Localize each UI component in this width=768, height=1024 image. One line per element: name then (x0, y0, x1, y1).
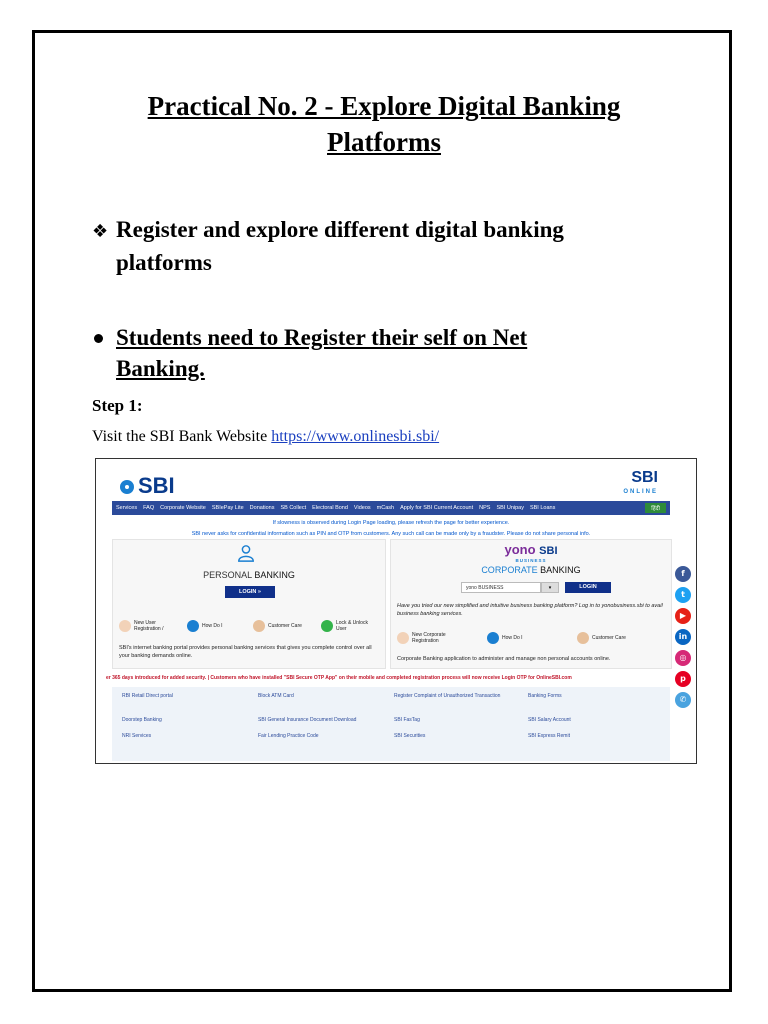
chevron-down-icon[interactable]: ▾ (541, 582, 559, 593)
user-icon (237, 544, 255, 562)
quick-link[interactable]: SBI Express Remit (528, 733, 570, 739)
nav-item[interactable]: FAQ (143, 505, 155, 511)
lock-unlock-link[interactable]: Lock & Unlock User (321, 620, 370, 632)
hindi-toggle[interactable]: हिंदी (645, 503, 666, 513)
nav-item[interactable]: SBI Unipay (496, 505, 524, 511)
customer-care-icon (253, 620, 265, 632)
how-do-i-link[interactable]: How Do I (187, 620, 223, 632)
nav-item[interactable]: mCash (376, 505, 395, 511)
corporate-banking-title: CORPORATE BANKING (481, 565, 581, 575)
personal-banking-title: PERSONAL BANKING (203, 570, 295, 580)
point1-line-2: platforms (116, 250, 212, 275)
nav-item[interactable]: Videos (353, 505, 371, 511)
sbi-page (106, 465, 676, 761)
nav-item[interactable]: SBIePay Lite (211, 505, 244, 511)
visit-text: Visit the SBI Bank Website (92, 428, 272, 445)
customer-care-link[interactable]: Customer Care (253, 620, 302, 632)
new-corporate-registration-link[interactable]: New Corporate Registration (397, 632, 456, 644)
nav-item[interactable]: Donations (249, 505, 275, 511)
yono-business-prompt: Have you tried our new simplified and intuitive business banking platform? Log in to yonobusiness.sbi to avail business banking services. (397, 603, 663, 617)
nav-item[interactable]: Services (116, 505, 138, 511)
twitter-icon[interactable]: t (675, 587, 691, 603)
register-explore-item (92, 214, 692, 278)
platform-select[interactable]: yono BUSINESS (461, 582, 541, 593)
help-icon (187, 620, 199, 632)
visit-instruction (92, 428, 439, 446)
title-line-2: Platforms (327, 127, 441, 157)
sbi-website-screenshot (95, 458, 697, 764)
pinterest-icon[interactable]: p (675, 671, 691, 687)
page-title (60, 88, 708, 160)
customer-care-icon (577, 632, 589, 644)
corporate-banking-description: Corporate Banking application to administer and manage non personal accounts online. (397, 656, 611, 662)
personal-banking-description: SBI's internet banking portal provides personal banking services that gives you complete control over all your banking demands online. (119, 645, 372, 659)
quick-link[interactable]: Doorstep Banking (122, 717, 162, 723)
linkedin-icon[interactable]: in (675, 629, 691, 645)
corporate-login-button[interactable]: LOGIN (565, 582, 611, 593)
sbi-online-sub: ONLINE (623, 489, 658, 495)
nav-item[interactable]: SB Collect (280, 505, 307, 511)
quick-link[interactable]: SBI General Insurance Document Download (258, 717, 357, 723)
new-user-icon (119, 620, 131, 632)
sbi-logo-text: SBI (138, 473, 175, 498)
how-do-i-corporate-link[interactable]: How Do I (487, 632, 523, 644)
point1-line-1: Register and explore different digital banking (116, 217, 564, 242)
sbi-logo-icon (120, 480, 134, 494)
slowness-alert: If slowness is observed during Login Page loading, please refresh the page for better experience. (272, 520, 510, 526)
title-line-1: Practical No. 2 - Explore Digital Banking (147, 91, 621, 121)
fraud-alert: SBI never asks for confidential information such as PIN and OTP from customers. Any such call can be made only by a fraudster. Please do not share personal info. (191, 531, 591, 537)
youtube-icon[interactable]: ▶ (675, 608, 691, 624)
new-corporate-icon (397, 632, 409, 644)
facebook-icon[interactable]: f (675, 566, 691, 582)
sbi-website-link[interactable]: https://www.onlinesbi.sbi/ (271, 428, 440, 445)
news-ticker: er 365 days introduced for added security. | Customers who have installed "SBI Secure OTP App" on their mobile and completed registration process will now receive Login OTP for OnlineSBI.com (106, 673, 676, 684)
nav-item[interactable]: Apply for SBI Current Account (400, 505, 474, 511)
instagram-icon[interactable]: ◎ (675, 650, 691, 666)
net-banking-item (92, 322, 652, 384)
sbi-logo[interactable] (120, 473, 175, 499)
quick-link[interactable]: Fair Lending Practice Code (258, 733, 319, 739)
lock-icon (321, 620, 333, 632)
point2-line-2: Banking. (116, 356, 205, 381)
quick-link[interactable]: SBI Salary Account (528, 717, 571, 723)
help-icon (487, 632, 499, 644)
bullet-icon (94, 334, 103, 343)
new-user-registration-link[interactable]: New User Registration / (119, 620, 168, 632)
quick-links (112, 687, 670, 761)
nav-item[interactable]: Corporate Website (160, 505, 206, 511)
point2-line-1: Students need to Register their self on Net (116, 325, 528, 350)
phone-icon[interactable]: ✆ (675, 692, 691, 708)
nav-item[interactable]: NPS (479, 505, 491, 511)
nav-item[interactable]: Electoral Bond (312, 505, 348, 511)
quick-link[interactable]: RBI Retail Direct portal (122, 693, 173, 699)
quick-link[interactable]: Banking Forms (528, 693, 562, 699)
step-heading: Step 1: (92, 396, 143, 415)
customer-care-corporate-link[interactable]: Customer Care (577, 632, 626, 644)
main-nav (112, 501, 670, 515)
diamond-bullet-icon: ❖ (92, 221, 109, 242)
quick-link[interactable]: SBI Securities (394, 733, 426, 739)
personal-login-button[interactable]: LOGIN » (225, 586, 275, 598)
yono-business-logo: yono SBI (504, 542, 558, 557)
quick-link[interactable]: SBI FasTag (394, 717, 420, 723)
quick-link[interactable]: NRI Services (122, 733, 152, 739)
quick-link[interactable]: Register Complaint of Unauthorized Transaction (394, 693, 501, 699)
nav-item[interactable]: SBI Loans (529, 505, 556, 511)
sbi-online-logo (623, 471, 658, 499)
personal-banking-panel (112, 539, 386, 669)
quick-link[interactable]: Block ATM Card (258, 693, 294, 699)
yono-business-sub: BUSINESS (515, 558, 547, 563)
corporate-banking-panel (390, 539, 672, 669)
sbi-online-text: SBI (631, 469, 658, 486)
